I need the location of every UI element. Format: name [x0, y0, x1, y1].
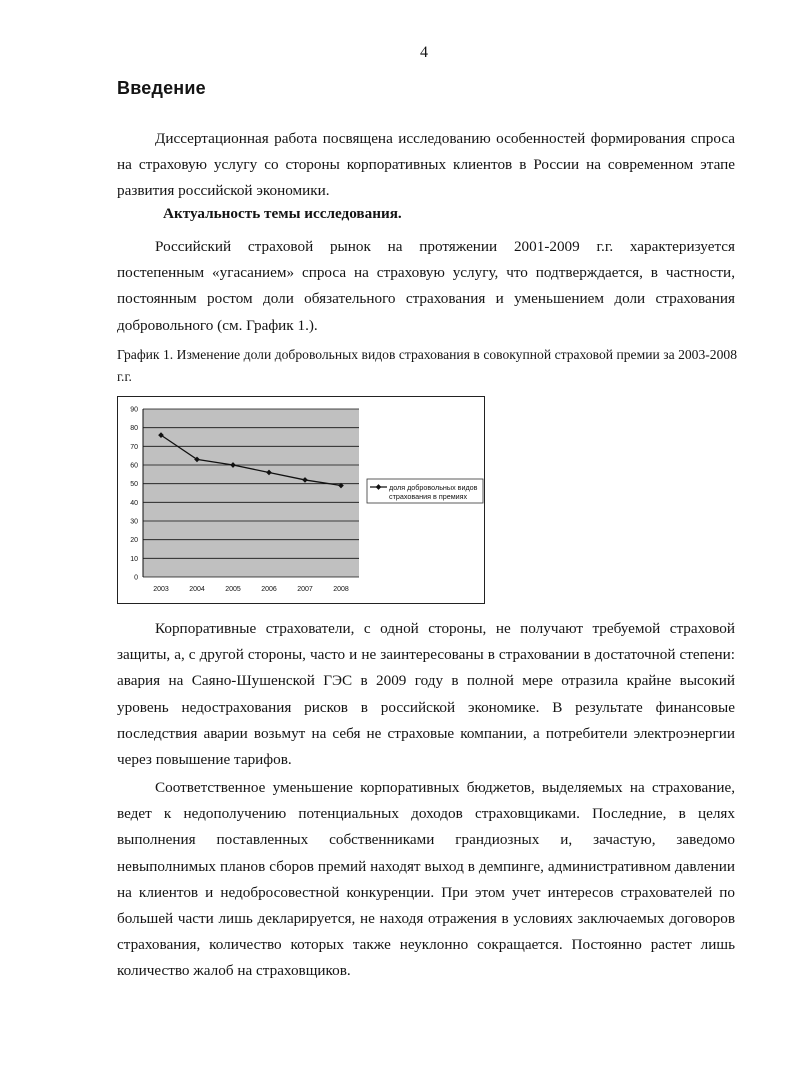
paragraph-intro: Диссертационная работа посвящена исследованию особенностей формирования спроса на страховую услугу со стороны корпоративных клиентов в России на современном этапе развития российской экономики.: [117, 130, 735, 200]
x-tick-label: 2005: [225, 586, 241, 593]
subheading-relevance: Актуальность темы исследования.: [163, 205, 402, 222]
y-tick-label: 20: [130, 537, 138, 545]
y-tick-label: 90: [130, 406, 138, 414]
chart-legend: [367, 479, 483, 503]
chart-caption: График 1. Изменение доли добровольных видов страхования в совокупной страховой премии за 2003-2008 г.г.: [117, 347, 737, 384]
y-tick-label: 60: [130, 462, 138, 470]
chart: [117, 396, 485, 604]
x-tick-label: 2006: [261, 586, 277, 593]
y-tick-label: 10: [130, 555, 138, 563]
x-tick-label: 2003: [153, 586, 169, 593]
paragraph-budgets: Соответственное уменьшение корпоративных бюджетов, выделяемых на страхование, ведет к недополучению потенциальных доходов страховщиками. Последние, в целях выполнения поставленных собственниками грандиозных и, зачастую, заведомо невыполнимых планов сборов премий находят выход в демпинге, административном давлении на клиентов и недобросовестной конкуренции. При этом учет интересов страхователей по большей части лишь декларируется, не находя отражения в условиях заключаемых договоров страхования, количество которых также неуклонно сокращается. Постоянно растет лишь количество жалоб на страховщиков.: [117, 779, 735, 980]
paragraph-market: Российский страховой рынок на протяжении 2001-2009 г.г. характеризуется постепенным «угасанием» спроса на страховую услугу, что подтверждается, в частности, постоянным ростом доли обязательного страхования и уменьшением доли страхования добровольного (см. График 1.).: [117, 238, 735, 334]
chart-svg: [117, 396, 485, 604]
y-tick-label: 30: [130, 518, 138, 526]
x-tick-label: 2008: [333, 586, 349, 593]
section-heading: Введение: [117, 78, 206, 98]
y-tick-label: 40: [130, 499, 138, 507]
page-number: 4: [420, 44, 428, 61]
y-tick-label: 80: [130, 425, 138, 433]
paragraph-corporate: Корпоративные страхователи, с одной стороны, не получают требуемой страховой защиты, а, с другой стороны, часто и не заинтересованы в страховании в достаточной степени: авария на Саяно-Шушенской ГЭС в 2009 году в полной мере отразила крайне высокий уровень недострахования рисков в российской экономике. В результате финансовые последствия аварии возьмут на себя не страховые компании, а потребители электроэнергии через повышение тарифов.: [117, 620, 735, 769]
plot-area: [143, 409, 359, 577]
x-tick-label: 2004: [189, 586, 205, 593]
x-tick-label: 2007: [297, 586, 313, 593]
y-tick-label: 0: [134, 574, 138, 582]
y-tick-label: 50: [130, 481, 138, 489]
legend-label-line2: страхования в премиях: [389, 492, 468, 501]
y-tick-label: 70: [130, 443, 138, 451]
legend-label-line1: доля добровольных видов: [389, 483, 478, 492]
